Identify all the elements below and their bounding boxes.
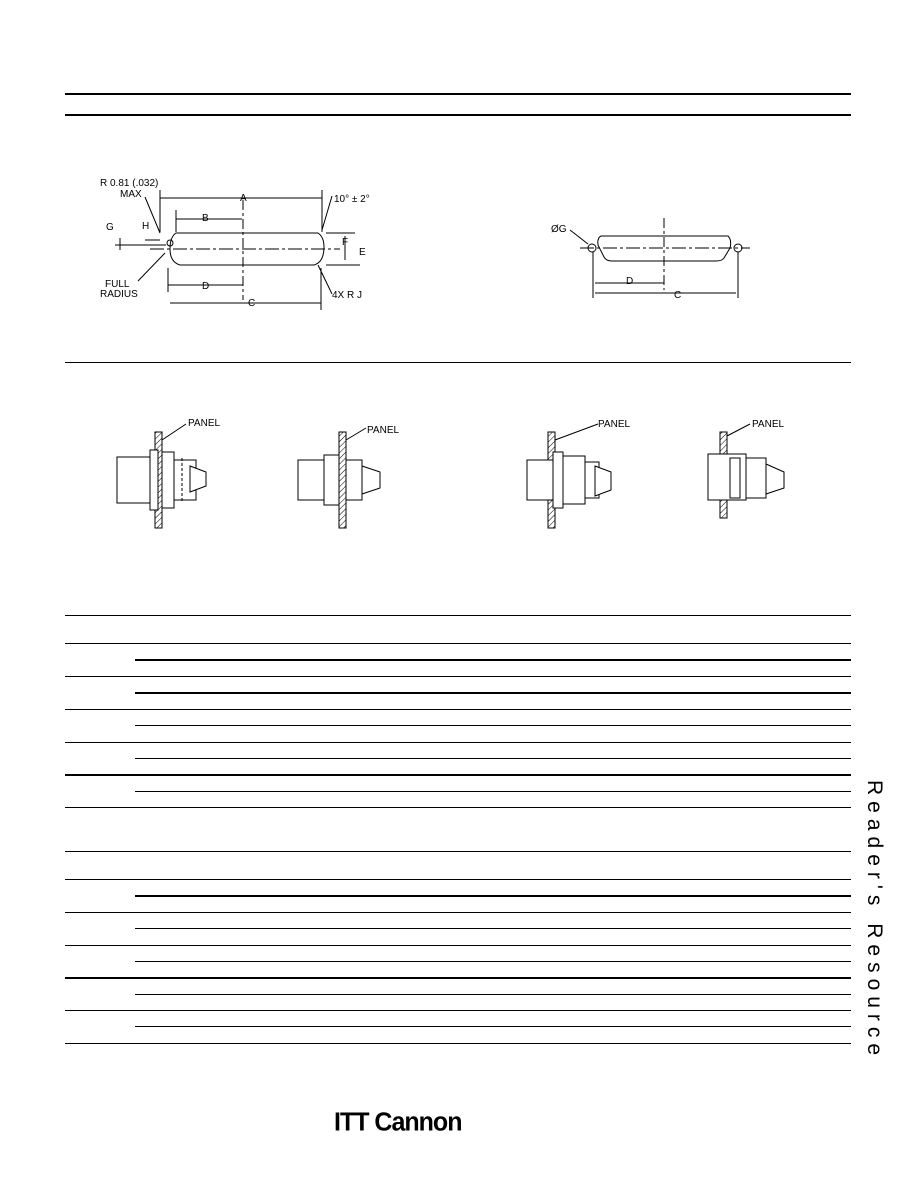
itt-cannon-logo: ITT Cannon: [334, 1107, 462, 1137]
dim-a-label: A: [240, 193, 247, 204]
dim-g-label: G: [106, 222, 114, 233]
dim-h-label: H: [142, 221, 150, 232]
radius-word-label: RADIUS: [100, 289, 138, 300]
cutout-dimension-drawing: [0, 0, 918, 360]
right-dim-g-label: ØG: [551, 224, 567, 235]
right-dim-c-label: C: [674, 290, 682, 301]
section-divider: [65, 362, 851, 363]
radius-label: R 0.81 (.032): [100, 178, 159, 189]
dim-b-label: B: [202, 213, 209, 224]
panel-label-2: PANEL: [367, 425, 400, 436]
panel-label-3: PANEL: [598, 419, 631, 430]
angle-label: 10° ± 2°: [334, 194, 370, 205]
right-dim-d-label: D: [626, 276, 634, 287]
corner-radius-label: 4X R J: [332, 290, 363, 301]
dim-c-label: C: [248, 298, 256, 309]
panel-mount-views: [0, 400, 918, 540]
sidebar-text: Reader's Resource: [863, 780, 886, 1062]
dim-e-label: E: [359, 247, 366, 258]
full-label: FULL: [105, 279, 130, 290]
dim-f-label: F: [342, 237, 349, 248]
panel-label-4: PANEL: [752, 419, 785, 430]
panel-label-1: PANEL: [188, 418, 221, 429]
readers-resource-sidebar: [863, 780, 886, 1080]
dim-d-label: D: [202, 281, 210, 292]
max-label: MAX: [120, 189, 142, 200]
